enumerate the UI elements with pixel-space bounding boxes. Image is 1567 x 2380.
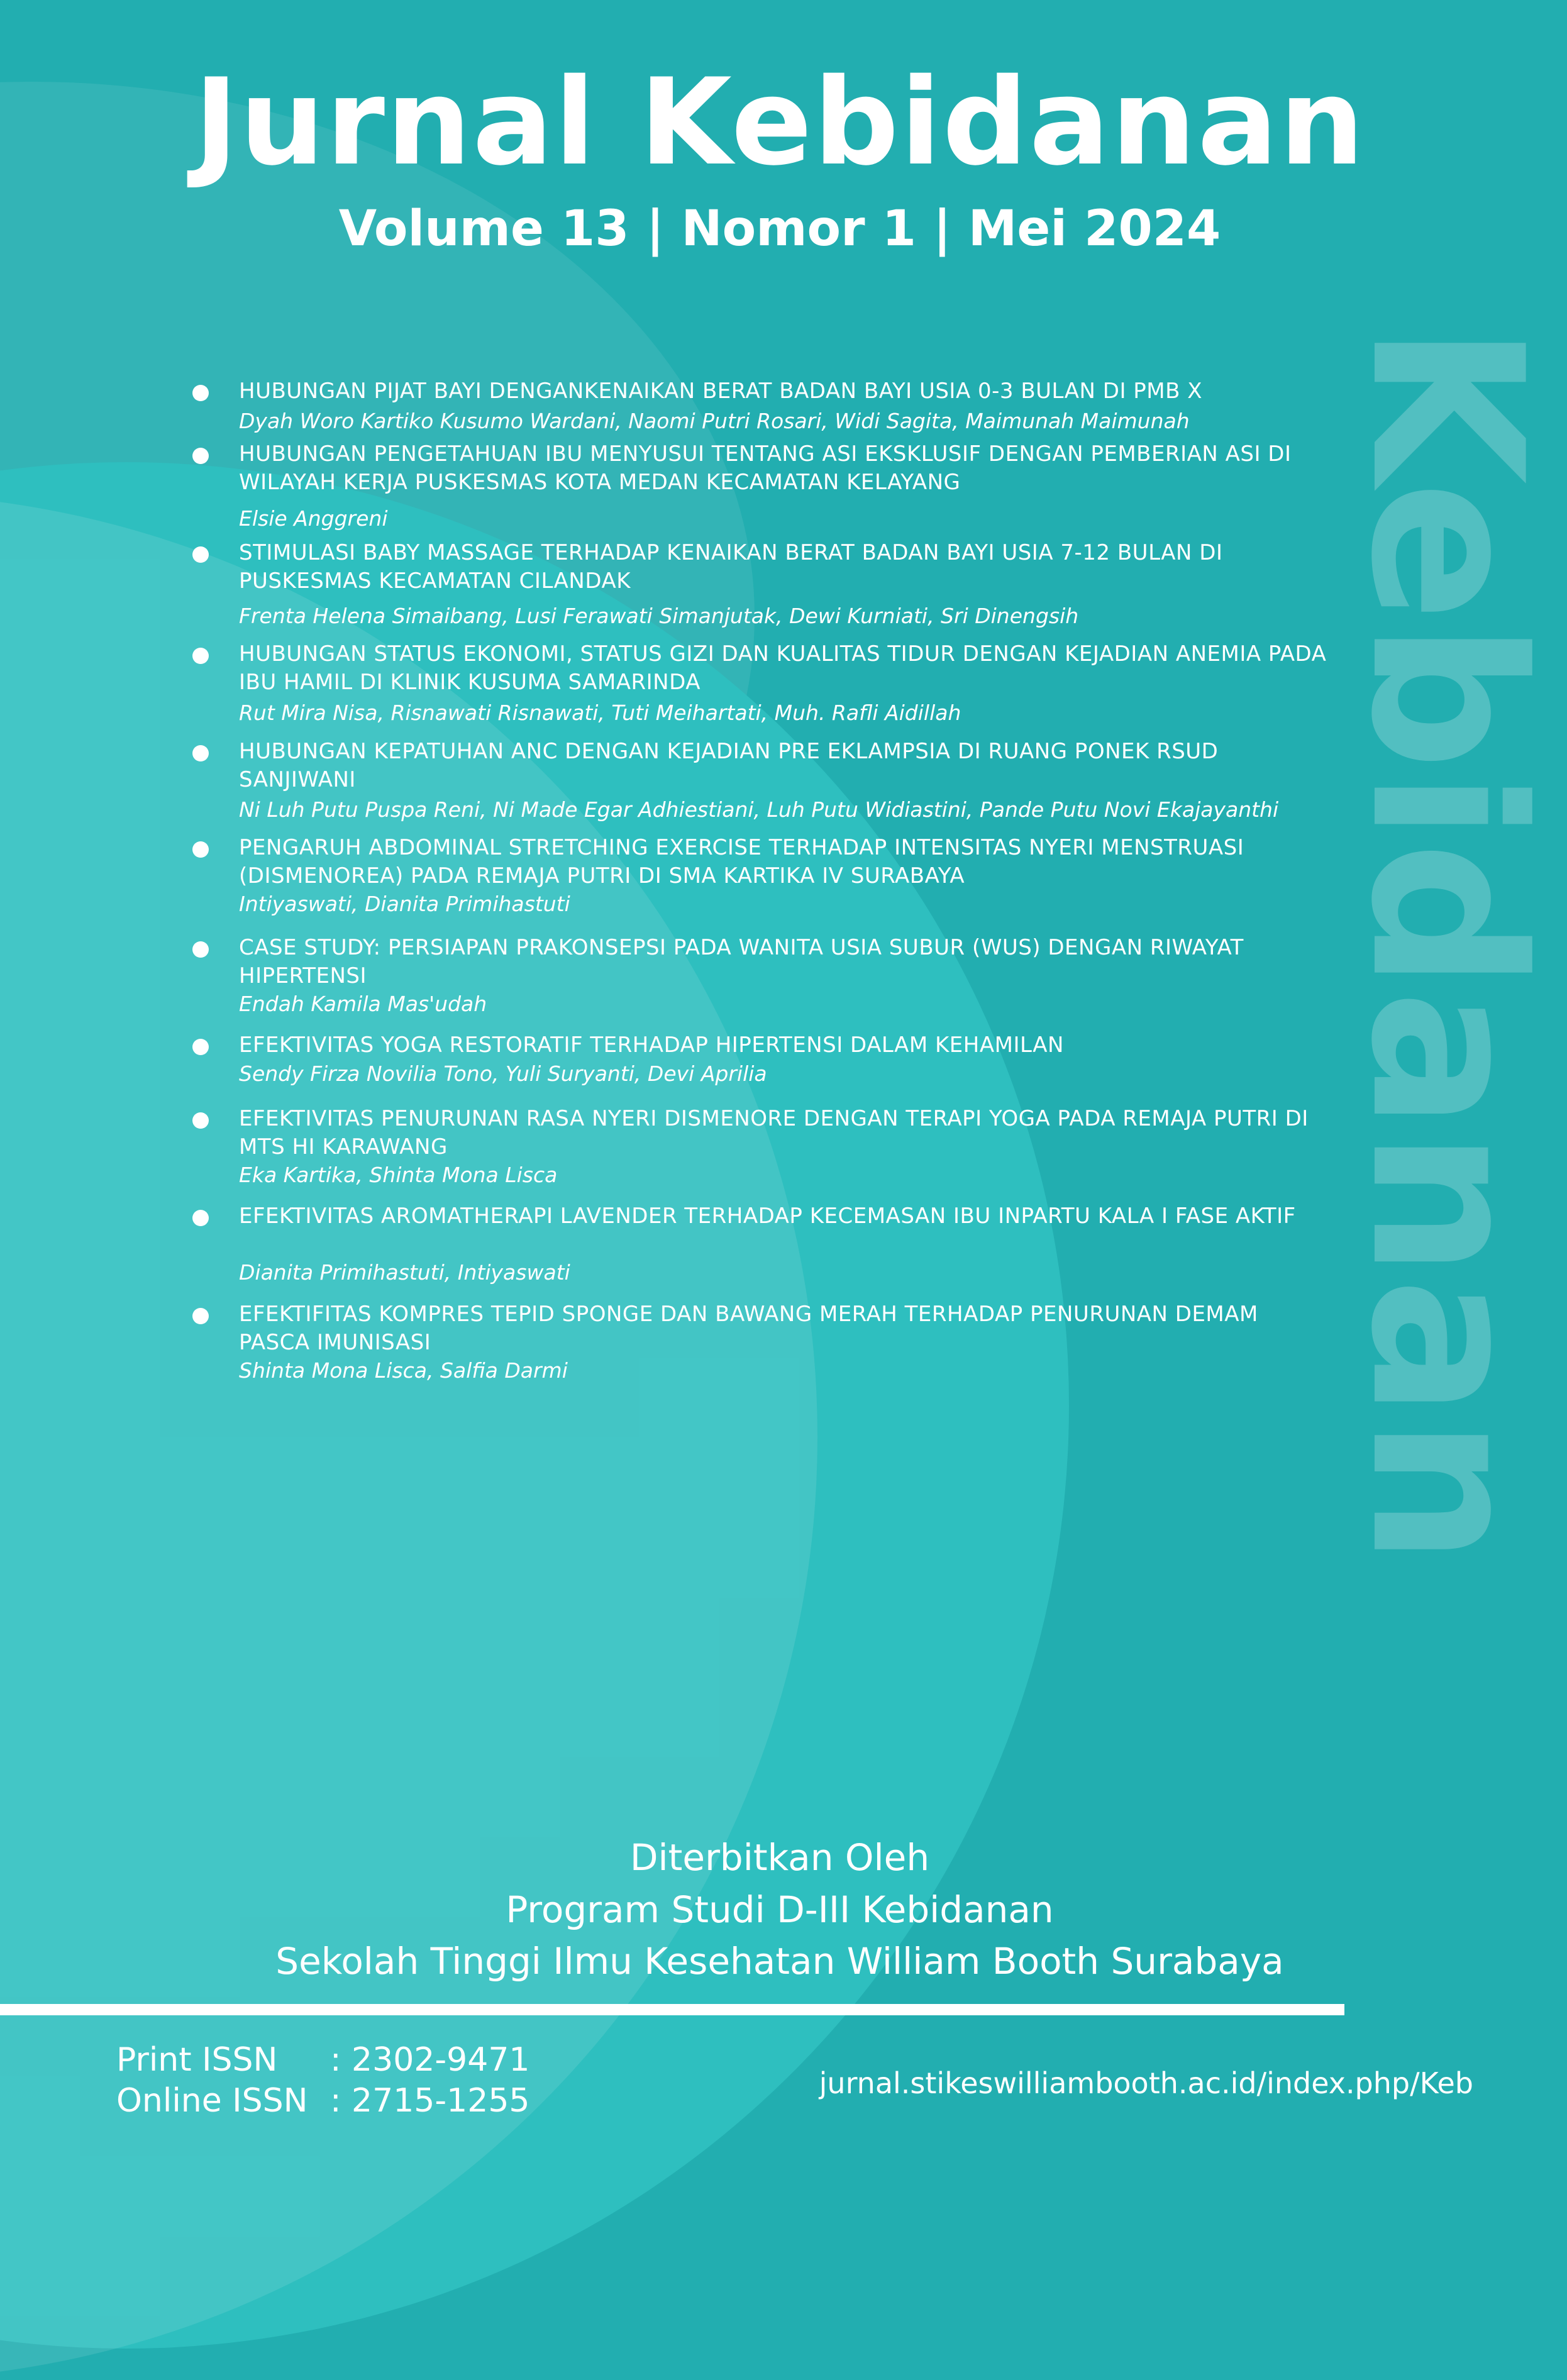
side-watermark: Kebidanan: [1326, 324, 1567, 1566]
online-issn-value: : 2715-1255: [330, 2082, 530, 2120]
bullet-icon: [192, 648, 209, 664]
article-authors: Sendy Firza Novilia Tono, Yuli Suryanti, Devi Aprilia: [239, 1061, 767, 1086]
print-issn-value: : 2302-9471: [330, 2041, 530, 2079]
article-title: EFEKTIVITAS PENURUNAN RASA NYERI DISMENORE DENGAN TERAPI YOGA PADA REMAJA PUTRI DI MTS HI KARAWANG: [239, 1106, 1309, 1160]
article-title: EFEKTIVITAS AROMATHERAPI LAVENDER TERHADAP KECEMASAN IBU INPARTU KALA I FASE AKTIF: [239, 1204, 1296, 1229]
bullet-icon: [192, 1308, 209, 1324]
online-issn-label: Online ISSN: [116, 2082, 308, 2120]
article-title: HUBUNGAN PENGETAHUAN IBU MENYUSUI TENTANG ASI EKSKLUSIF DENGAN PEMBERIAN ASI DI WILAYAH KERJA PUSKESMAS KOTA MEDAN KECAMATAN KELAYANG: [239, 441, 1292, 495]
bullet-icon: [192, 941, 209, 958]
article-authors: Rut Mira Nisa, Risnawati Risnawati, Tuti Meihartati, Muh. Rafli Aidillah: [239, 700, 961, 725]
bullet-icon: [192, 546, 209, 563]
article-title: EFEKTIFITAS KOMPRES TEPID SPONGE DAN BAWANG MERAH TERHADAP PENURUNAN DEMAM PASCA IMUNISASI: [239, 1302, 1258, 1355]
article-authors: Shinta Mona Lisca, Salfia Darmi: [239, 1358, 568, 1383]
article-authors: Eka Kartika, Shinta Mona Lisca: [239, 1163, 558, 1187]
article-authors: Frenta Helena Simaibang, Lusi Ferawati Simanjutak, Dewi Kurniati, Sri Dinengsih: [239, 604, 1079, 628]
article-title: PENGARUH ABDOMINAL STRETCHING EXERCISE TERHADAP INTENSITAS NYERI MENSTRUASI (DISMENOREA) PADA REMAJA PUTRI DI SMA KARTIKA IV SURABAYA: [239, 835, 1244, 888]
article-title: CASE STUDY: PERSIAPAN PRAKONSEPSI PADA WANITA USIA SUBUR (WUS) DENGAN RIWAYAT HIPERTENSI: [239, 935, 1244, 988]
article-title: STIMULASI BABY MASSAGE TERHADAP KENAIKAN BERAT BADAN BAYI USIA 7-12 BULAN DI PUSKESMAS KECAMATAN CILANDAK: [239, 540, 1223, 594]
article-title: HUBUNGAN KEPATUHAN ANC DENGAN KEJADIAN PRE EKLAMPSIA DI RUANG PONEK RSUD SANJIWANI: [239, 739, 1219, 792]
article-authors: Dyah Woro Kartiko Kusumo Wardani, Naomi Putri Rosari, Widi Sagita, Maimunah Maimunah: [239, 409, 1190, 433]
publisher-institution: Sekolah Tinggi Ilmu Kesehatan William Booth Surabaya: [275, 1940, 1284, 1983]
bullet-icon: [192, 1112, 209, 1129]
bullet-icon: [192, 1039, 209, 1055]
article-title: EFEKTIVITAS YOGA RESTORATIF TERHADAP HIPERTENSI DALAM KEHAMILAN: [239, 1032, 1064, 1058]
article-authors: Ni Luh Putu Puspa Reni, Ni Made Egar Adhiestiani, Luh Putu Widiastini, Pande Putu Novi Ekajayanthi: [239, 797, 1279, 822]
journal-url[interactable]: jurnal.stikeswilliambooth.ac.id/index.php/Keb: [819, 2066, 1473, 2100]
publisher-heading: Diterbitkan Oleh: [629, 1836, 930, 1879]
bullet-icon: [192, 841, 209, 858]
online-issn: [116, 2082, 530, 2120]
article-title: HUBUNGAN PIJAT BAYI DENGANKENAIKAN BERAT BADAN BAYI USIA 0-3 BULAN DI PMB X: [239, 379, 1203, 404]
journal-title: Jurnal Kebidanan: [194, 53, 1366, 192]
bullet-icon: [192, 448, 209, 464]
bullet-icon: [192, 745, 209, 761]
bullet-icon: [192, 1210, 209, 1226]
publisher-program: Program Studi D-III Kebidanan: [506, 1888, 1054, 1931]
article-authors: Endah Kamila Mas'udah: [239, 992, 487, 1016]
article-authors: Dianita Primihastuti, Intiyaswati: [239, 1260, 570, 1285]
print-issn-label: Print ISSN: [116, 2041, 278, 2079]
footer-divider: [0, 2004, 1344, 2015]
article-authors: Elsie Anggreni: [239, 506, 388, 531]
print-issn: [116, 2041, 530, 2079]
article-authors: Intiyaswati, Dianita Primihastuti: [239, 892, 570, 916]
issue-info: Volume 13 | Nomor 1 | Mei 2024: [338, 201, 1221, 257]
bullet-icon: [192, 385, 209, 401]
article-title: HUBUNGAN STATUS EKONOMI, STATUS GIZI DAN KUALITAS TIDUR DENGAN KEJADIAN ANEMIA PADA IBU HAMIL DI KLINIK KUSUMA SAMARINDA: [239, 641, 1327, 695]
